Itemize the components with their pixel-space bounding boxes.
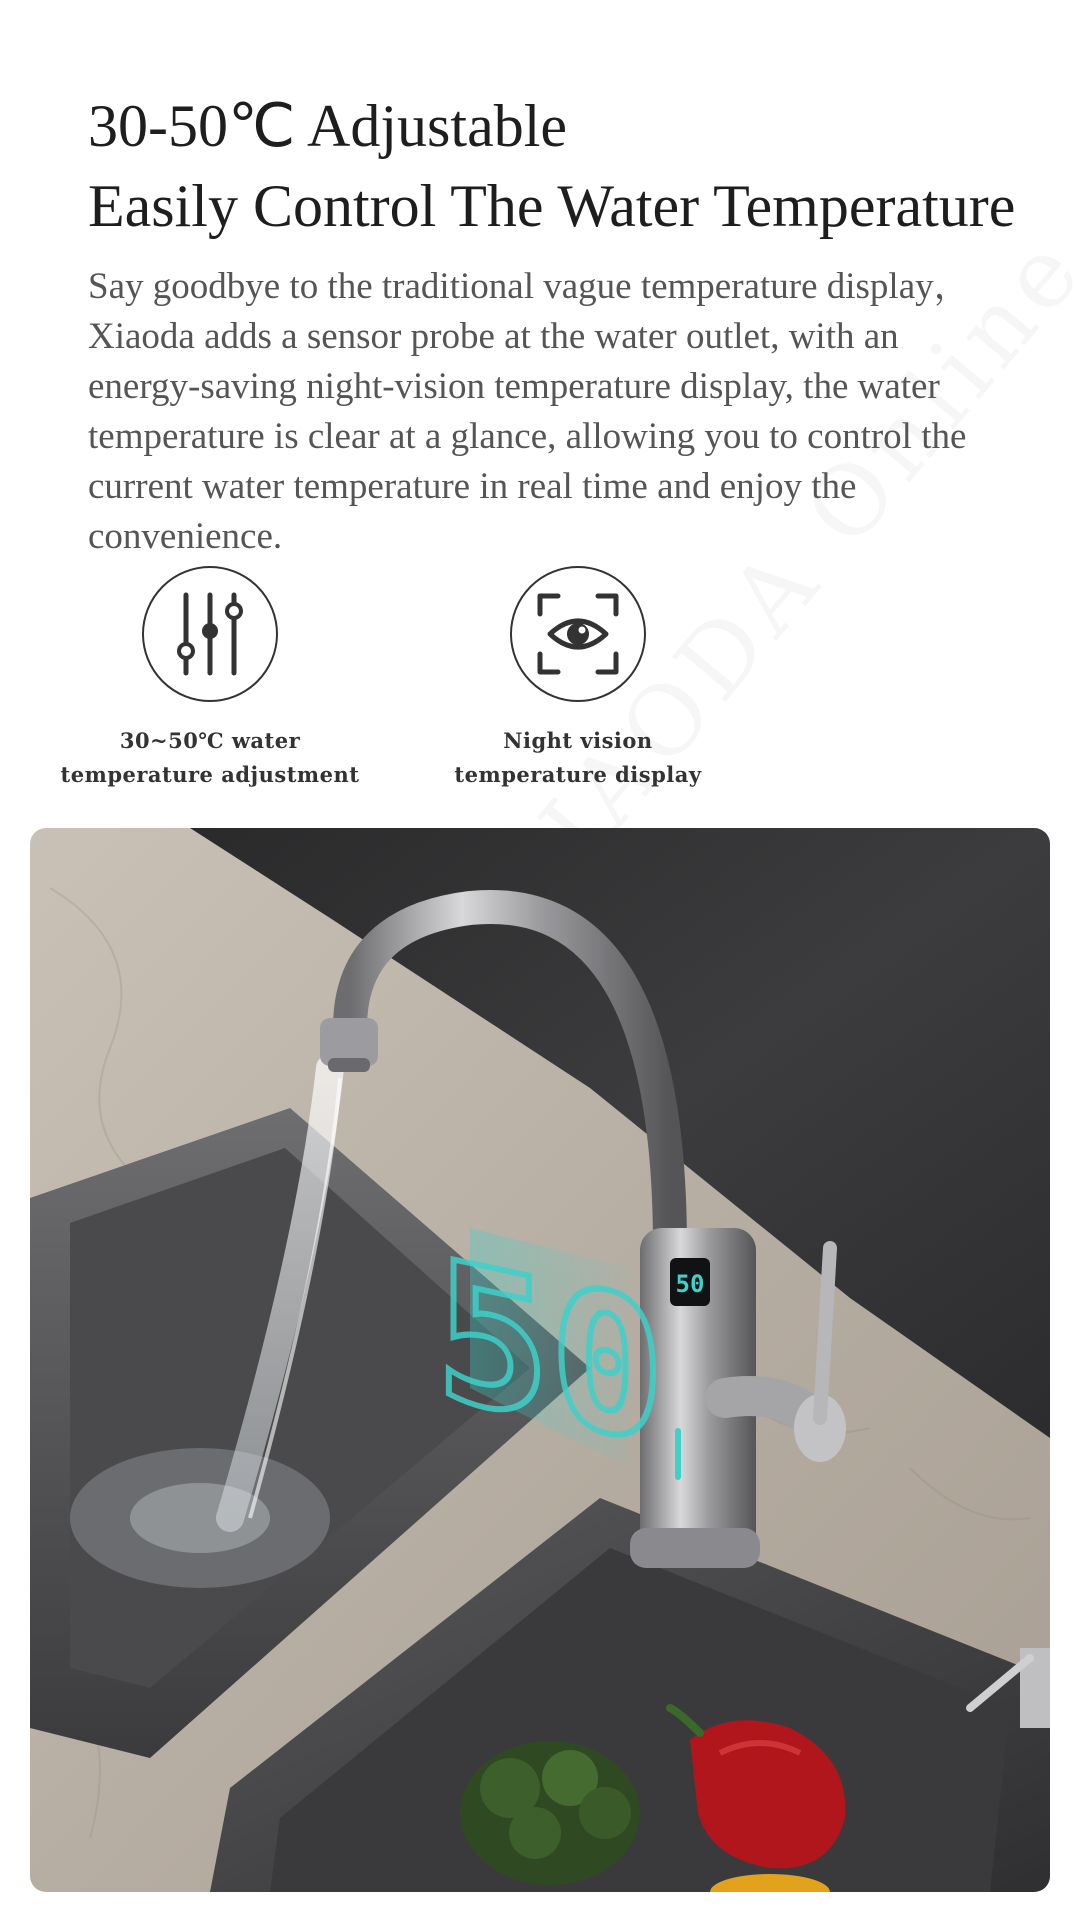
- feature-label-line: temperature display: [454, 762, 702, 787]
- sliders-icon: [142, 566, 278, 702]
- feature-label-line: 30~50℃ water: [119, 728, 301, 753]
- feature-list: [0, 566, 1080, 796]
- feature-label-line: temperature adjustment: [60, 762, 360, 787]
- product-photo: [30, 828, 1050, 1892]
- display-glow-value: 50: [435, 1219, 665, 1489]
- feature-label: [418, 724, 738, 792]
- feature-night-vision-display: [418, 566, 738, 792]
- description-text: Say goodbye to the traditional vague temperature display，Xiaoda adds a sensor probe at the water outlet, with an energy-saving night-vision temperature display, the water temperature is clear at a glance, allowing you to control the current water temperature in real time and enjoy the convenience.: [88, 266, 971, 557]
- feature-label: [50, 724, 370, 792]
- feature-temperature-adjustment: [50, 566, 370, 792]
- faucet-display-value: 50: [675, 1270, 705, 1298]
- page-title: 30-50℃ Adjustable: [88, 93, 568, 159]
- page-subtitle: Easily Control The Water Temperature: [88, 173, 1016, 239]
- feature-label-line: Night vision: [503, 728, 653, 753]
- eye-scan-icon: [510, 566, 646, 702]
